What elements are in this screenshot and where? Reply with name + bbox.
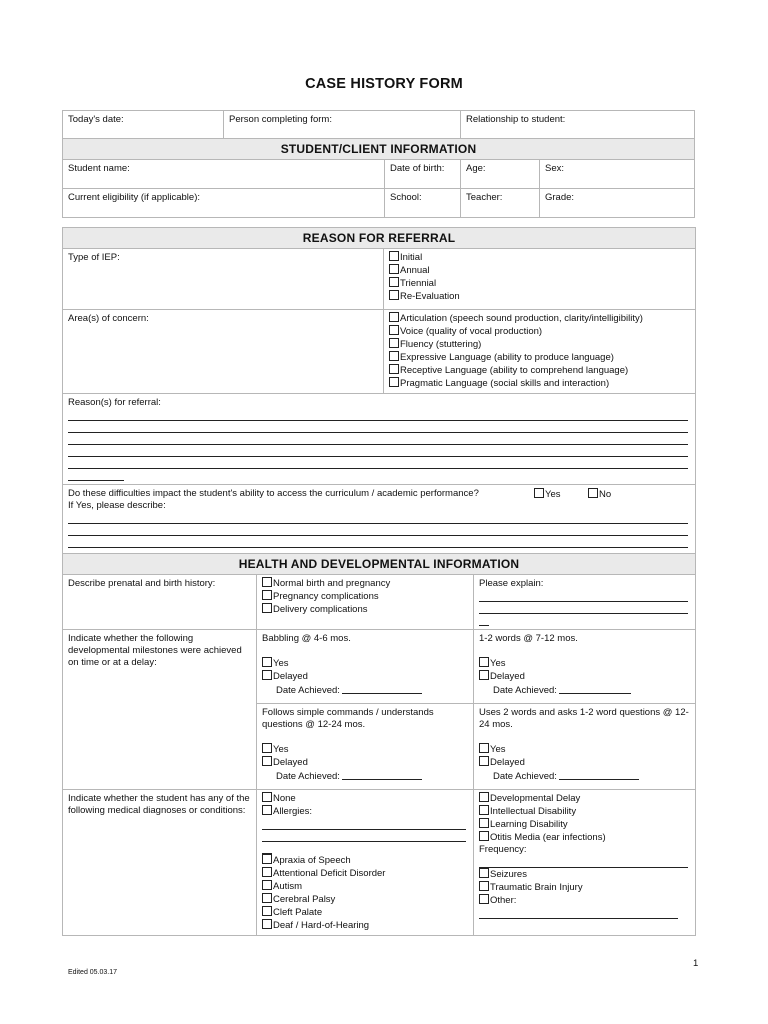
diagnosis-allergies[interactable]: Allergies: [262,805,468,818]
milestone-babbling: Babbling @ 4-6 mos. Yes Delayed Date Achieved: [257,630,474,704]
iep-option-annual[interactable]: Annual [389,264,690,277]
two-words-delayed[interactable]: Delayed [479,756,690,769]
sex-field[interactable]: Sex: [540,160,695,189]
prenatal-pregnancy-complications[interactable]: Pregnancy complications [262,590,468,603]
prenatal-delivery-complications[interactable]: Delivery complications [262,603,468,616]
concern-articulation[interactable]: Articulation (speech sound production, clarity/intelligibility) [389,312,690,325]
milestones-label: Indicate whether the following developmental milestones were achieved on time or at a delay: [63,630,257,790]
teacher-field[interactable]: Teacher: [461,189,540,218]
checkbox[interactable] [389,277,399,287]
concern-fluency[interactable]: Fluency (stuttering) [389,338,690,351]
commands-date-achieved[interactable]: Date Achieved: [262,769,468,783]
write-line[interactable] [68,469,124,481]
checkbox[interactable] [389,338,399,348]
health-heading: HEALTH AND DEVELOPMENTAL INFORMATION [63,554,696,575]
write-line[interactable] [262,818,466,830]
checkbox[interactable] [389,377,399,387]
diagnosis-otitis-media[interactable]: Otitis Media (ear infections) [479,831,690,844]
page-number: 1 [693,958,699,969]
diagnosis-learning-disability[interactable]: Learning Disability [479,818,690,831]
concern-voice[interactable]: Voice (quality of vocal production) [389,325,690,338]
words-date-achieved[interactable]: Date Achieved: [479,683,690,697]
checkbox[interactable] [479,818,489,828]
checkbox[interactable] [389,251,399,261]
please-explain-field[interactable]: Please explain: [474,575,696,630]
write-line[interactable] [68,445,688,457]
impact-field[interactable] [63,485,696,564]
diagnosis-apraxia[interactable]: Apraxia of Speech [262,854,468,867]
referral-heading: REASON FOR REFERRAL [63,228,696,249]
write-line[interactable] [68,524,688,536]
commands-delayed[interactable]: Delayed [262,756,468,769]
write-line[interactable] [262,830,466,842]
milestone-first-words: 1-2 words @ 7-12 mos. Yes Delayed Date Achieved: [474,630,696,704]
iep-label: Type of IEP: [63,249,384,310]
student-name-field[interactable]: Student name: [63,160,385,189]
checkbox[interactable] [262,893,272,903]
diagnosis-tbi[interactable]: Traumatic Brain Injury [479,881,690,894]
two-words-yes[interactable]: Yes [479,743,690,756]
diagnosis-cleft-palate[interactable]: Cleft Palate [262,906,468,919]
school-field[interactable]: School: [385,189,461,218]
concern-pragmatic[interactable]: Pragmatic Language (social skills and interaction) [389,377,690,390]
checkbox[interactable] [262,854,272,864]
if-yes-label: If Yes, please describe: [68,500,166,511]
iep-option-initial[interactable]: Initial [389,251,690,264]
student-info-table [62,110,695,218]
diagnosis-developmental-delay[interactable]: Developmental Delay [479,792,690,805]
checkbox[interactable] [262,657,272,667]
milestone-two-words: Uses 2 words and asks 1-2 word questions @ 12-24 mos. Yes Delayed Date Achieved: [474,704,696,790]
two-words-date-achieved[interactable]: Date Achieved: [479,769,690,783]
write-line[interactable] [68,457,688,469]
age-field[interactable]: Age: [461,160,540,189]
checkbox[interactable] [262,577,272,587]
diagnosis-deaf[interactable]: Deaf / Hard-of-Hearing [262,919,468,932]
diagnoses-label: Indicate whether the student has any of the following medical diagnoses or conditions: [63,790,257,936]
words-yes[interactable]: Yes [479,657,690,670]
checkbox[interactable] [479,657,489,667]
write-line[interactable] [68,512,688,524]
checkbox[interactable] [262,756,272,766]
frequency-label: Frequency: [479,844,527,855]
diagnosis-intellectual-disability[interactable]: Intellectual Disability [479,805,690,818]
reasons-label: Reason(s) for referral: [68,397,161,408]
checkbox[interactable] [389,325,399,335]
iep-option-reevaluation[interactable]: Re-Evaluation [389,290,690,303]
write-line[interactable] [479,602,688,614]
checkbox[interactable] [262,603,272,613]
commands-yes[interactable]: Yes [262,743,468,756]
checkbox[interactable] [262,867,272,877]
babbling-yes[interactable]: Yes [262,657,468,670]
student-info-heading: STUDENT/CLIENT INFORMATION [63,139,695,160]
checkbox[interactable] [389,351,399,361]
write-line[interactable] [479,614,489,626]
checkbox[interactable] [262,590,272,600]
impact-yes-option[interactable]: Yes [534,488,561,501]
eligibility-field[interactable]: Current eligibility (if applicable): [63,189,385,218]
grade-field[interactable]: Grade: [540,189,695,218]
write-line[interactable] [68,409,688,421]
checkbox[interactable] [262,670,272,680]
checkbox[interactable] [479,670,489,680]
checkbox[interactable] [389,264,399,274]
babbling-date-achieved[interactable]: Date Achieved: [262,683,468,697]
diagnosis-cerebral-palsy[interactable]: Cerebral Palsy [262,893,468,906]
checkbox[interactable] [389,364,399,374]
diagnosis-other[interactable]: Other: [479,894,690,907]
checkbox[interactable] [534,488,544,498]
impact-no-option[interactable]: No [588,488,611,501]
checkbox[interactable] [479,868,489,878]
checkbox[interactable] [588,488,598,498]
relationship-field[interactable]: Relationship to student: [461,111,695,139]
diagnosis-seizures[interactable]: Seizures [479,868,690,881]
checkbox[interactable] [262,792,272,802]
checkbox[interactable] [479,792,489,802]
checkbox[interactable] [479,881,489,891]
concern-label: Area(s) of concern: [63,310,384,394]
write-line[interactable] [479,856,688,868]
checkbox[interactable] [262,805,272,815]
write-line[interactable] [262,842,272,854]
prenatal-label: Describe prenatal and birth history: [63,575,257,630]
write-line[interactable] [479,590,688,602]
person-completing-field[interactable]: Person completing form: [224,111,461,139]
iep-option-triennial[interactable]: Triennial [389,277,690,290]
diagnosis-autism[interactable]: Autism [262,880,468,893]
impact-question: Do these difficulties impact the student's ability to access the curriculum / academic performance? [68,488,479,499]
checkbox[interactable] [479,831,489,841]
concern-receptive[interactable]: Receptive Language (ability to comprehend language) [389,364,690,377]
referral-table [62,227,696,564]
diagnosis-none[interactable]: None [262,792,468,805]
page-title: CASE HISTORY FORM [305,76,463,92]
write-line[interactable] [479,907,678,919]
checkbox[interactable] [479,894,489,904]
words-delayed[interactable]: Delayed [479,670,690,683]
checkbox[interactable] [479,805,489,815]
todays-date-field[interactable]: Today's date: [63,111,224,139]
checkbox[interactable] [262,880,272,890]
milestone-commands: Follows simple commands / understands questions @ 12-24 mos. Yes Delayed Date Achieved: [257,704,474,790]
concern-expressive[interactable]: Expressive Language (ability to produce language) [389,351,690,364]
checkbox[interactable] [262,906,272,916]
health-table [62,553,696,936]
checkbox[interactable] [389,312,399,322]
checkbox[interactable] [479,756,489,766]
write-line[interactable] [68,536,688,548]
checkbox[interactable] [389,290,399,300]
prenatal-normal[interactable]: Normal birth and pregnancy [262,577,468,590]
checkbox[interactable] [262,919,272,929]
diagnosis-add[interactable]: Attentional Deficit Disorder [262,867,468,880]
checkbox[interactable] [479,743,489,753]
write-line[interactable] [68,421,688,433]
reasons-field[interactable] [63,394,696,485]
edited-date: Edited 05.03.17 [68,969,118,976]
dob-field[interactable]: Date of birth: [385,160,461,189]
checkbox[interactable] [262,743,272,753]
babbling-delayed[interactable]: Delayed [262,670,468,683]
write-line[interactable] [68,433,688,445]
